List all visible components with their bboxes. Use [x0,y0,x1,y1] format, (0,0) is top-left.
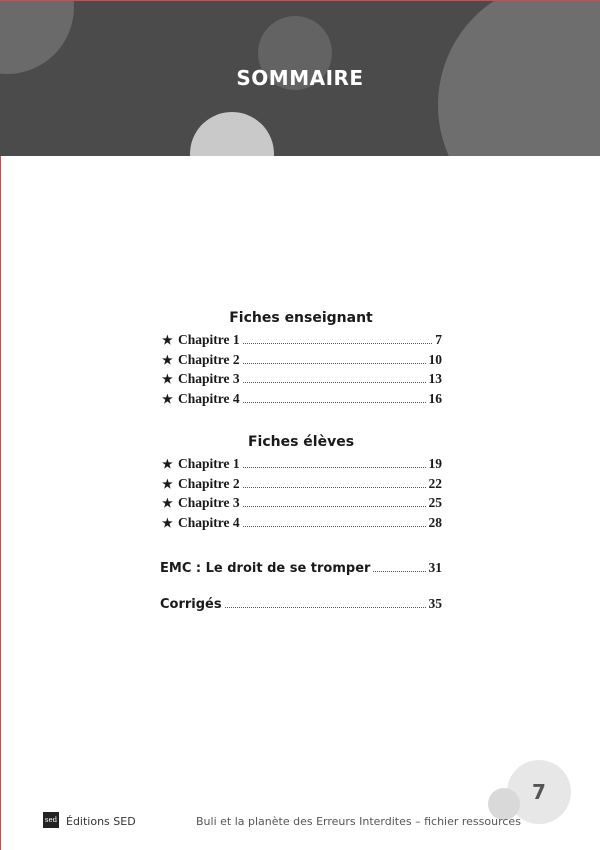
dot-leader [243,467,426,468]
entry-label: Chapitre 2 [178,475,240,491]
entry-page: 19 [428,456,442,471]
entry-label: Chapitre 4 [178,514,240,530]
entry-label: Chapitre 1 [178,456,240,471]
header-banner [0,0,600,156]
toc-entry[interactable] [162,332,442,352]
star-icon: ★ [162,515,173,530]
toc-entry[interactable] [162,476,442,496]
top-edge-rule [0,0,600,1]
star-icon: ★ [162,372,173,386]
entry-label: Chapitre 3 [178,371,240,386]
entry-page: 35 [428,596,442,611]
toc-entry-corriges[interactable] [160,596,442,616]
star-icon: ★ [162,457,173,471]
dot-leader [243,343,433,344]
star-icon: ★ [162,352,173,367]
dot-leader [243,526,426,527]
star-icon: ★ [162,333,173,347]
decor-circle [0,0,74,74]
decor-circle [190,112,274,156]
dot-leader [225,607,426,608]
entry-page: 31 [428,560,442,575]
toc-entry[interactable] [162,495,442,515]
dot-leader [243,506,426,507]
star-icon: ★ [162,391,173,406]
toc-entry[interactable] [162,352,442,372]
entry-label: Chapitre 4 [178,390,240,406]
entry-label: Chapitre 1 [178,332,240,347]
section-title: Fiches enseignant [229,310,373,326]
footer-book-title: Buli et la planète des Erreurs Interdites – fichier ressources [196,815,521,828]
toc-entry[interactable] [162,515,442,535]
entry-page: 16 [428,390,442,406]
entry-label: Chapitre 3 [178,495,240,510]
entry-page: 7 [435,332,442,347]
toc-entry[interactable] [162,391,442,411]
entry-page: 25 [428,495,442,510]
toc-section-teacher [160,310,442,410]
toc-section-students [160,434,442,534]
star-icon: ★ [162,476,173,491]
page-number: 7 [532,780,546,804]
publisher-name: Éditions SED [66,815,136,828]
entry-page: 28 [428,514,442,530]
entry-page: 10 [428,351,442,367]
toc-entry-emc[interactable] [160,560,442,580]
entry-page: 22 [428,475,442,491]
toc-entry[interactable] [162,371,442,391]
star-icon: ★ [162,496,173,510]
entry-page: 13 [428,371,442,386]
dot-leader [243,363,426,364]
dot-leader [243,382,426,383]
page-title: SOMMAIRE [236,66,364,90]
entry-label: Chapitre 2 [178,351,240,367]
entry-label: Corrigés [160,597,222,612]
dot-leader [373,571,425,572]
dot-leader [243,487,426,488]
toc-entry[interactable] [162,456,442,476]
publisher-logo: sed [43,812,59,828]
dot-leader [243,402,426,403]
entry-label: EMC : Le droit de se tromper [160,561,371,576]
section-title: Fiches élèves [247,434,355,450]
